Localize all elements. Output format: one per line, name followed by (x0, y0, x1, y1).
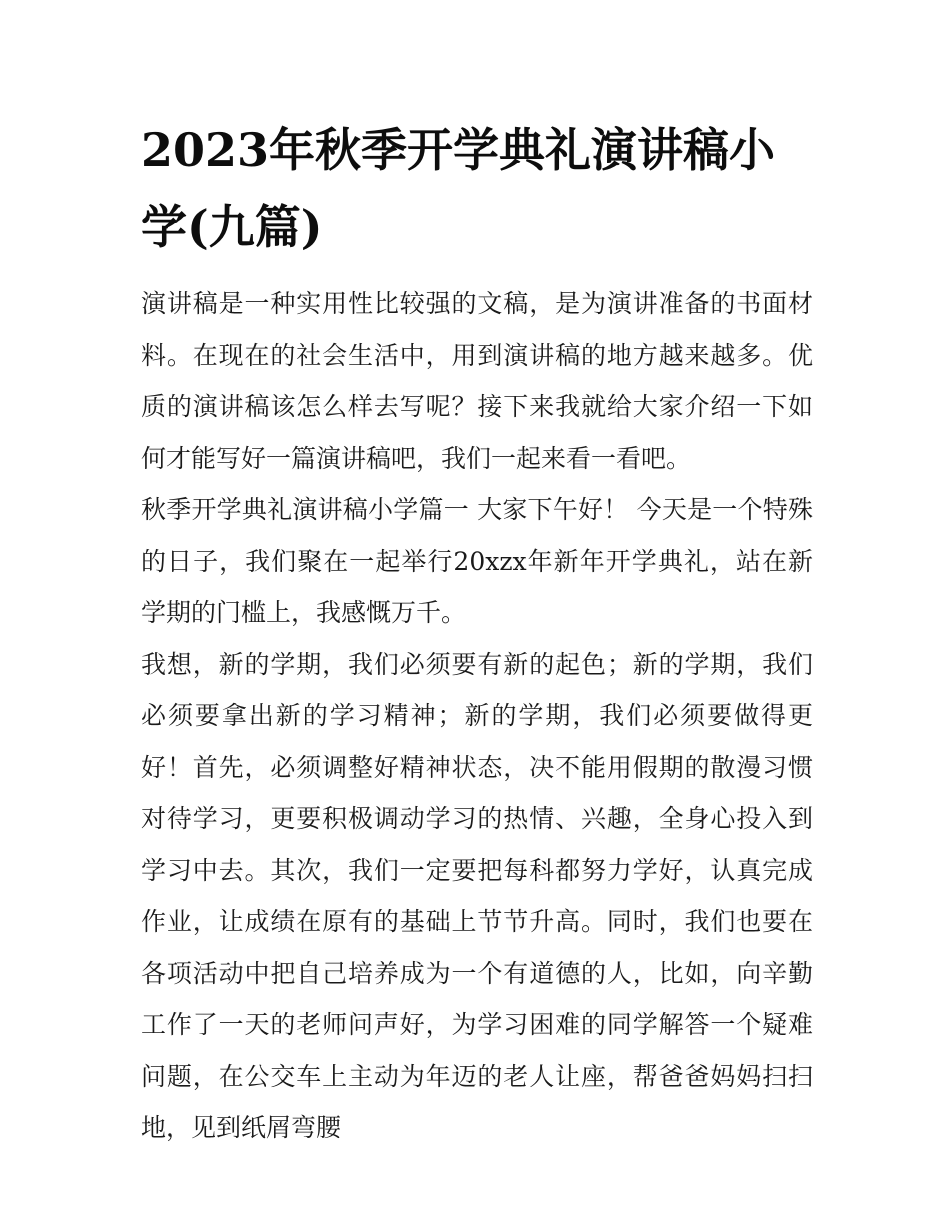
document-body (141, 278, 813, 1154)
document-content (141, 112, 813, 1154)
paragraph-intro: 演讲稿是一种实用性比较强的文稿，是为演讲准备的书面材料。在现在的社会生活中，用到演讲稿的地方越来越多。优质的演讲稿该怎么样去写呢？接下来我就给大家介绍一下如何才能写好一篇演讲稿吧，我们一起来看一看吧。 (141, 289, 813, 473)
paragraph-speech-one-opening: 秋季开学典礼演讲稿小学篇一 大家下午好！ 今天是一个特殊的日子，我们聚在一起举行20xzx年新年开学典礼，站在新学期的门槛上，我感慨万千。 (141, 495, 813, 627)
paragraph-speech-one-body: 我想，新的学期，我们必须要有新的起色；新的学期，我们必须要拿出新的学习精神；新的学期，我们必须要做得更好！首先，必须调整好精神状态，决不能用假期的散漫习惯对待学习，更要积极调动学习的热情、兴趣，全身心投入到学习中去。其次，我们一定要把每科都努力学好，认真完成作业，让成绩在原有的基础上节节升高。同时，我们也要在各项活动中把自己培养成为一个有道德的人，比如，向辛勤工作了一天的老师问声好，为学习困难的同学解答一个疑难问题，在公交车上主动为年迈的老人让座，帮爸爸妈妈扫扫地，见到纸屑弯腰 (141, 649, 813, 1142)
document-title: 2023年秋季开学典礼演讲稿小学(九篇) (141, 123, 776, 254)
